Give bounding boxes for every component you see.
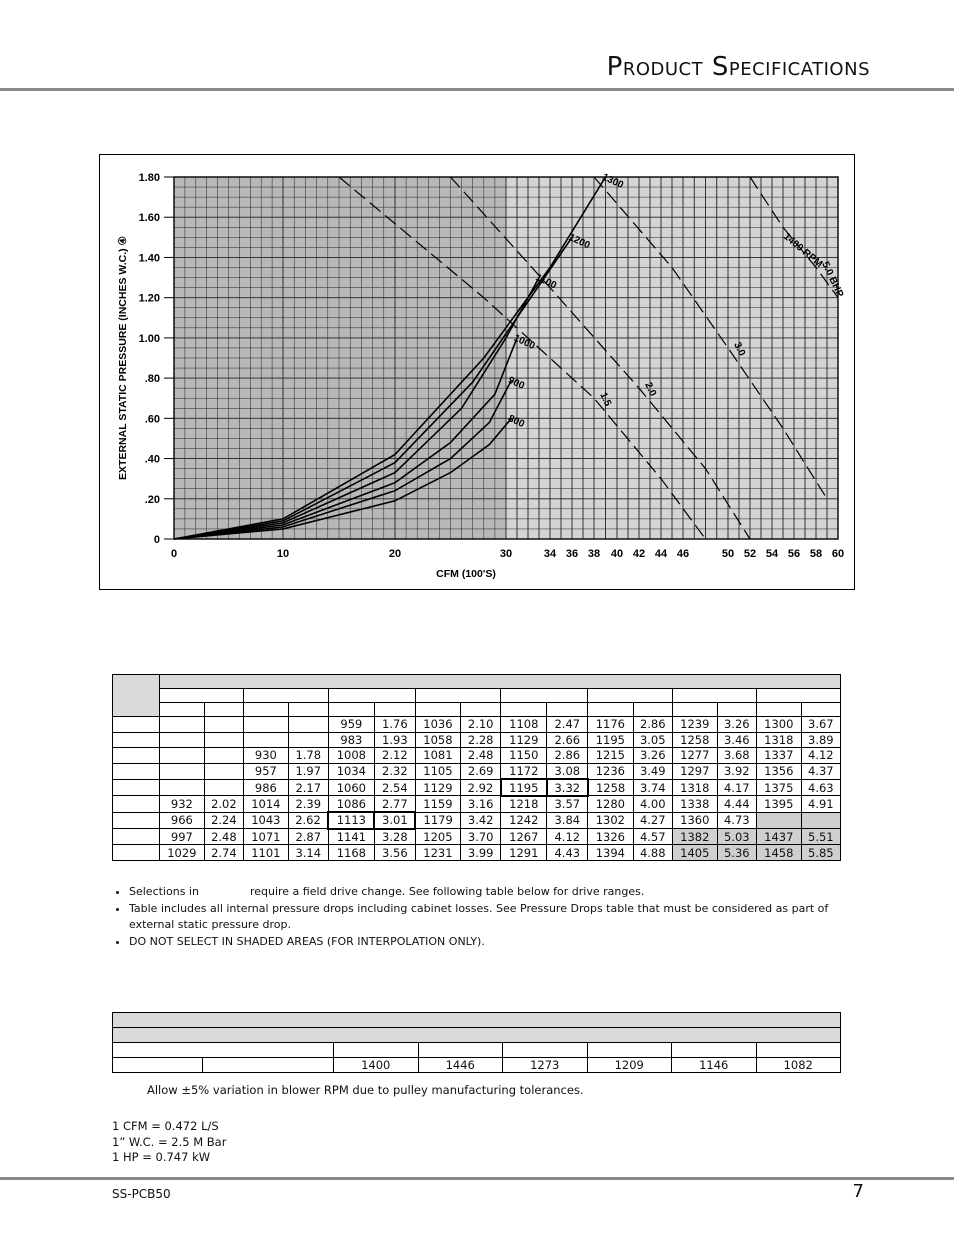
table-cell: 3.14 [288,845,328,861]
y-tick-label: .80 [144,373,160,386]
table-cell: 959 [328,717,374,733]
table-row [113,717,841,733]
x-tick-label: 60 [831,548,845,560]
table-cell: 2.32 [374,763,415,779]
x-tick-label: 44 [654,548,668,560]
table-cell: 2.12 [374,748,415,764]
table-cell [160,763,205,779]
table-cell [288,717,328,733]
y-tick-label: 1.40 [138,252,160,265]
table-cell: 4.12 [801,748,840,764]
table-cell: 1176 [588,717,633,733]
perf-header-row-2 [113,689,841,703]
table-cell [160,717,205,733]
table-row [113,763,841,779]
table-cell: 1267 [501,829,547,845]
table-cell: 3.46 [717,732,756,748]
blower-performance-chart [99,154,855,590]
table-cell: 4.73 [717,812,756,829]
table-cell: 4.44 [717,796,756,812]
table-cell: 1101 [244,845,289,861]
table-cell: 1338 [672,796,717,812]
table-cell: 1437 [756,829,801,845]
table-cell: 2.47 [547,717,588,733]
table-cell: 966 [160,812,205,829]
notes-list [112,884,869,951]
drive-value-cell: 1446 [418,1058,503,1073]
table-cell: 1205 [415,829,460,845]
y-axis-label: EXTERNAL STATIC PRESSURE (INCHES W.C.) ④ [117,236,129,480]
drive-value-cell: 1209 [587,1058,672,1073]
y-tick-label: 1.60 [138,212,160,225]
row-label-cell [113,812,160,829]
table-cell: 1179 [415,812,460,829]
table-cell: 3.08 [547,763,588,779]
table-cell: 5.51 [801,829,840,845]
table-cell: 1014 [244,796,289,812]
table-cell: 2.02 [204,796,243,812]
table-cell: 3.26 [633,748,672,764]
unit-conversions [112,1119,226,1166]
table-cell: 4.12 [547,829,588,845]
table-cell: 930 [244,748,289,764]
table-cell: 1326 [588,829,633,845]
perf-header-row-3 [113,703,841,717]
table-cell: 5.85 [801,845,840,861]
table-cell [204,748,243,764]
table-cell: 1.97 [288,763,328,779]
rpm-curve-label: 1100 [533,272,559,292]
table-cell: 3.01 [374,812,415,829]
table-cell: 1277 [672,748,717,764]
y-tick-label: .20 [144,493,160,506]
table-cell: 3.26 [717,717,756,733]
table-cell: 1318 [756,732,801,748]
table-cell: 2.48 [461,748,501,764]
table-cell: 2.62 [288,812,328,829]
table-row [113,796,841,812]
table-row [113,812,841,829]
table-cell: 1105 [415,763,460,779]
table-cell: 3.99 [461,845,501,861]
table-cell: 1394 [588,845,633,861]
table-cell: 932 [160,796,205,812]
table-cell [288,732,328,748]
table-cell: 3.74 [633,779,672,796]
table-row [113,845,841,861]
drive-range-table [112,1012,841,1073]
note-drive-change: • Selections in require a field drive change. See following table below for drive ranges. [129,884,869,900]
table-cell: 2.86 [547,748,588,764]
table-cell: 2.69 [461,763,501,779]
table-cell: 1291 [501,845,547,861]
table-cell: 2.66 [547,732,588,748]
table-cell: 1129 [501,732,547,748]
table-cell: 3.16 [461,796,501,812]
table-cell [801,812,840,829]
document-id: SS-PCB50 [112,1187,171,1201]
table-cell: 1337 [756,748,801,764]
table-cell: 2.39 [288,796,328,812]
table-cell: 3.28 [374,829,415,845]
table-cell: 986 [244,779,289,796]
y-tick-label: 1.80 [138,172,160,184]
perf-header-band [160,675,841,689]
note-shaded-areas: • DO NOT SELECT IN SHADED AREAS (FOR INTERPOLATION ONLY). [129,934,869,950]
table-cell: 3.92 [717,763,756,779]
table-cell: 1231 [415,845,460,861]
table-row [113,779,841,796]
table-cell: 1008 [328,748,374,764]
performance-table [112,674,841,861]
table-cell: 1081 [415,748,460,764]
table-cell: 3.32 [547,779,588,796]
table-cell [204,779,243,796]
row-label-cell [113,845,160,861]
x-tick-label: 36 [565,548,579,560]
table-cell: 1405 [672,845,717,861]
x-tick-label: 52 [743,548,757,560]
table-cell: 1297 [672,763,717,779]
table-cell: 1239 [672,717,717,733]
header-rule [0,88,954,91]
table-cell: 4.00 [633,796,672,812]
table-cell: 4.88 [633,845,672,861]
row-label-cell [113,717,160,733]
drive-value-cell: 1146 [672,1058,757,1073]
table-cell: 2.92 [461,779,501,796]
row-label-cell [113,829,160,845]
drive-value-cell: 1400 [334,1058,419,1073]
table-cell: 997 [160,829,205,845]
bhp-line-label: 3.0 [731,340,748,358]
rpm-annotation: 1400 RPM [781,231,825,271]
table-cell: 1071 [244,829,289,845]
table-cell [756,812,801,829]
table-cell: 1.93 [374,732,415,748]
table-cell [204,717,243,733]
table-cell: 1356 [756,763,801,779]
table-cell: 2.24 [204,812,243,829]
y-tick-label: 1.20 [138,292,160,305]
table-cell: 2.10 [461,717,501,733]
table-cell: 2.86 [633,717,672,733]
x-tick-label: 30 [499,548,513,560]
table-cell: 1086 [328,796,374,812]
page-number: 7 [852,1181,864,1202]
table-cell: 3.68 [717,748,756,764]
table-cell: 957 [244,763,289,779]
table-cell: 4.43 [547,845,588,861]
drive-value-cell: 1082 [756,1058,841,1073]
conversion-hp: 1 HP = 0.747 kW [112,1150,211,1164]
x-tick-label: 40 [610,548,624,560]
rpm-curve-label: 1200 [566,232,592,252]
table-cell [204,763,243,779]
table-row [113,829,841,845]
table-cell: 1280 [588,796,633,812]
conversion-cfm: 1 CFM = 0.472 L/S [112,1119,219,1133]
table-cell: 4.63 [801,779,840,796]
table-cell: 2.77 [374,796,415,812]
x-tick-label: 10 [276,548,290,560]
table-cell: 1113 [328,812,374,829]
table-cell: 4.27 [633,812,672,829]
table-cell: 1302 [588,812,633,829]
table-cell: 1318 [672,779,717,796]
row-label-cell [113,732,160,748]
table-cell: 3.42 [461,812,501,829]
table-cell: 3.67 [801,717,840,733]
table-cell: 4.37 [801,763,840,779]
table-cell: 2.28 [461,732,501,748]
y-tick-label: 1.00 [138,332,160,345]
table-cell: 1150 [501,748,547,764]
table-cell: 5.36 [717,845,756,861]
table-cell: 3.49 [633,763,672,779]
x-tick-label: 46 [676,548,690,560]
table-cell: 5.03 [717,829,756,845]
table-cell: 3.84 [547,812,588,829]
row-label-cell [113,779,160,796]
table-cell: 4.91 [801,796,840,812]
table-cell: 1382 [672,829,717,845]
perf-corner-cell [113,675,160,717]
bhp-line-label: 5.0 BHP [819,260,846,300]
table-cell: 1458 [756,845,801,861]
table-cell: 1141 [328,829,374,845]
x-tick-label: 50 [721,548,735,560]
table-cell [244,717,289,733]
y-tick-label: .60 [144,413,160,426]
table-cell: 1034 [328,763,374,779]
table-cell: 1.76 [374,717,415,733]
table-cell: 4.57 [633,829,672,845]
table-cell: 3.57 [547,796,588,812]
bhp-line-label: 2.0 [642,380,659,399]
table-cell: 1300 [756,717,801,733]
conversion-wc: 1” W.C. = 2.5 M Bar [112,1134,227,1149]
row-label-cell [113,796,160,812]
table-cell: 3.89 [801,732,840,748]
table-cell: 1375 [756,779,801,796]
table-cell: 1159 [415,796,460,812]
table-cell: 1258 [588,779,633,796]
table-cell: 1236 [588,763,633,779]
table-cell: 1058 [415,732,460,748]
table-cell: 1029 [160,845,205,861]
table-cell [160,748,205,764]
x-tick-label: 42 [632,548,646,560]
drive-values-row [113,1058,841,1073]
table-row [113,732,841,748]
rpm-curve-label: 900 [506,374,527,392]
table-cell: 2.54 [374,779,415,796]
x-axis-label: CFM (100'S) [436,568,496,580]
table-cell: 3.70 [461,829,501,845]
table-cell: 1036 [415,717,460,733]
table-cell: 1218 [501,796,547,812]
table-cell: 983 [328,732,374,748]
x-tick-label: 0 [170,548,178,560]
table-cell: 1168 [328,845,374,861]
table-cell: 3.05 [633,732,672,748]
table-cell [160,779,205,796]
table-cell: 1129 [415,779,460,796]
table-cell: 1195 [501,779,547,796]
x-tick-label: 54 [765,548,779,560]
table-cell: 1242 [501,812,547,829]
table-cell: 1108 [501,717,547,733]
x-tick-label: 58 [809,548,823,560]
table-cell: 2.74 [204,845,243,861]
table-cell: 1395 [756,796,801,812]
table-cell: 1.78 [288,748,328,764]
y-tick-label: 0 [153,534,160,546]
table-cell: 4.17 [717,779,756,796]
table-cell: 3.56 [374,845,415,861]
rpm-tolerance-note: Allow ±5% variation in blower RPM due to pulley manufacturing tolerances. [147,1083,584,1097]
x-tick-label: 34 [543,548,557,560]
table-cell [160,732,205,748]
table-cell: 1195 [588,732,633,748]
table-cell: 1360 [672,812,717,829]
rpm-curve-label: 800 [506,413,527,431]
x-tick-label: 38 [587,548,601,560]
x-tick-label: 56 [787,548,801,560]
table-cell: 2.87 [288,829,328,845]
chart-svg [100,155,854,589]
table-cell [244,732,289,748]
table-cell: 2.17 [288,779,328,796]
rpm-curve-label: 1300 [600,171,626,192]
rpm-curve-label: 1000 [511,332,537,353]
table-cell: 1258 [672,732,717,748]
table-cell: 1172 [501,763,547,779]
row-label-cell [113,748,160,764]
table-cell: 2.48 [204,829,243,845]
bhp-line-label: 1.5 [597,390,614,409]
note-pressure-drops: • Table includes all internal pressure drops including cabinet losses. See Pressure Drops table that must be considered as part of external static pressure drop. [129,901,869,933]
table-cell: 1215 [588,748,633,764]
row-label-cell [113,763,160,779]
perf-header-row-1 [113,675,841,689]
table-cell: 1043 [244,812,289,829]
page-title: Product Specifications [606,52,870,82]
drive-value-cell: 1273 [503,1058,588,1073]
table-cell: 1060 [328,779,374,796]
y-tick-label: .40 [144,453,160,466]
table-cell [204,732,243,748]
x-tick-label: 20 [388,548,402,560]
footer-rule [0,1177,954,1180]
table-row [113,748,841,764]
